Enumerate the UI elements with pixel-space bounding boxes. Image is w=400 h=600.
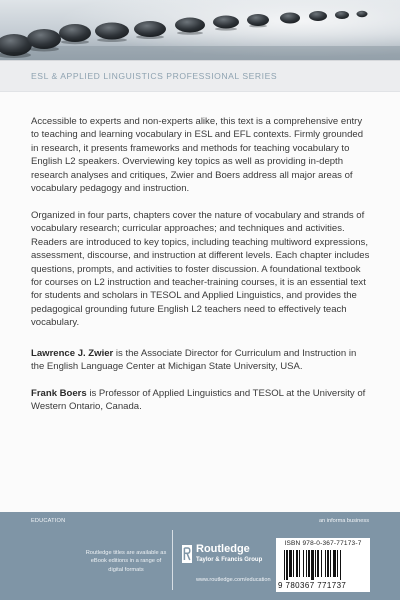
category-label: EDUCATION: [31, 518, 66, 524]
isbn-barcode: [276, 538, 370, 592]
informa-note: an informa business: [318, 518, 369, 524]
author-name: Frank Boers: [31, 387, 87, 399]
footer-band: [0, 512, 400, 600]
divider: [172, 530, 173, 590]
publisher-url[interactable]: www.routledge.com/education: [196, 577, 271, 583]
isbn-text: ISBN 978-0-367-77173-7: [284, 540, 362, 547]
blurb-paragraph-2: Organized in four parts, chapters cover the nature of vocabulary and strands of vocabulary research; curricular approaches; and techniques and activities. Readers are introduced to key topics, including teaching multiword expressions, assessment, discourse, and instruction at different levels. Each chapter includes questions, prompts, and activities to foster discussion. A foundational textbook for courses on L2 instruction and teacher-training courses, it is an essential text for students and scholars in TESOL and Applied Linguistics, and provides the pedagogical grounding future English L2 teachers need to effectively teach vocabulary.: [31, 209, 370, 329]
author-bio-text: is the Associate Director for Curriculum and Instruction in the English Language Center at Michigan State University, USA.: [31, 347, 357, 373]
routledge-r-logo-icon: [182, 545, 192, 563]
pebbles-banner-image: [0, 0, 400, 60]
publisher-name: Routledge: [196, 543, 250, 555]
author-bio-boers: [31, 387, 370, 414]
blurb: [31, 115, 370, 427]
author-name: Lawrence J. Zwier: [31, 347, 114, 359]
blurb-paragraph-1: Accessible to experts and non-experts alike, this text is a comprehensive entry to teaching and learning vocabulary in ESL and EFL contexts. Firmly grounded in research, it presents frameworks and methods for teaching vocabulary to English L2 speakers. Overviewing key topics as well as providing in-depth research analyses and critiques, Zwier and Boers address all major areas of vocabulary pedagogy and instruction.: [31, 116, 364, 195]
series-band: [0, 60, 400, 92]
author-bio-zwier: [31, 347, 370, 374]
series-title: ESL & APPLIED LINGUISTICS PROFESSIONAL SERIES: [31, 71, 278, 81]
ebook-note: Routledge titles are available as eBook editions in a range of digital formats: [85, 550, 167, 573]
publisher-group: Taylor & Francis Group: [196, 557, 263, 563]
author-bio-text: is Professor of Applied Linguistics and TESOL at the University of Western Ontario, Canada.: [31, 387, 366, 413]
barcode-bars-icon: [284, 550, 364, 580]
ean-digits: 9 780367 771737: [278, 581, 347, 590]
